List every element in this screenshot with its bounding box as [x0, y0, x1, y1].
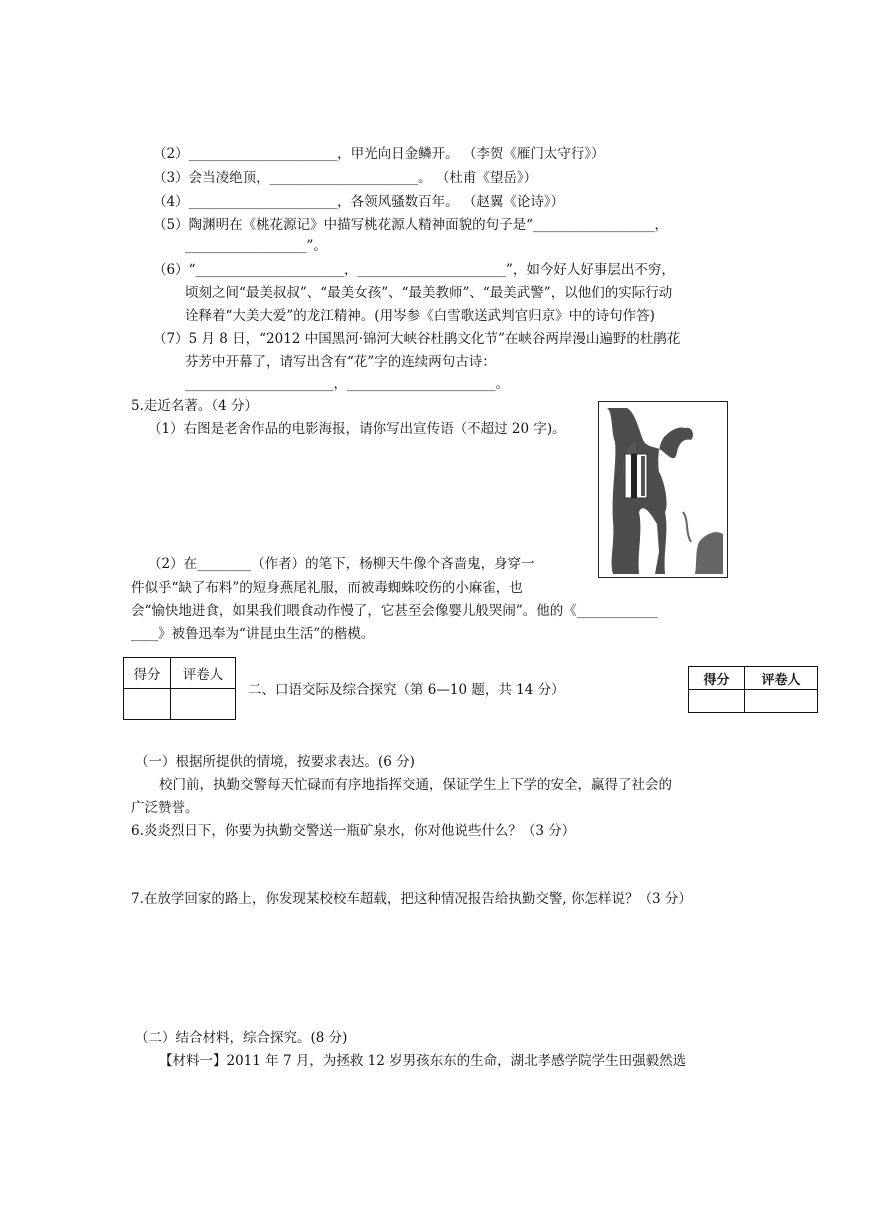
movie-poster-image	[598, 401, 728, 578]
part2-heading: 二、口语交际及综合探究（第 6—10 题，共 14 分）	[248, 682, 565, 698]
part2-sub1-para-line2: 广泛赞誉。	[131, 800, 199, 816]
q4-line: （4）______________________，各领风骚数百年。 （赵翼《论诗》）	[153, 194, 565, 210]
part2-sub2: （二）结合材料，综合探究。(8 分)	[135, 1030, 348, 1046]
part2-sub1-para-line1: 校门前，执勤交警每天忙碌而有序地指挥交通，保证学生上下学的安全，赢得了社会的	[159, 777, 672, 793]
section5-item2-line1: （2）在________（作者）的笔下，杨柳天牛像个吝啬鬼，身穿一	[148, 556, 535, 572]
q3-line: （3）会当凌绝顶，______________________。 （杜甫《望岳》）	[153, 170, 538, 186]
score-cell[interactable]	[124, 689, 171, 720]
q2-line: （2）______________________，甲光向日金鳞开。 （李贺《雁门太守行》）	[153, 146, 605, 162]
q5-line-2: __________________”。	[185, 238, 327, 254]
score-header: 得分	[124, 658, 171, 689]
q7-line-1: （7）5 月 8 日，“2012 中国黑河·锦河大峡谷杜鹃文化节”在峡谷两岸漫山遍野的杜鹃花	[153, 331, 681, 347]
material-1: 【材料一】2011 年 7 月，为拯救 12 岁男孩东东的生命，湖北孝感学院学生田强毅然选	[159, 1053, 687, 1069]
score-cell[interactable]	[689, 690, 745, 713]
section5-title: 5.走近名著。（4 分）	[131, 398, 259, 414]
question-7: 7.在放学回家的路上，你发现某校校车超载，把这种情况报告给执勤交警, 你怎样说？（3 分）	[131, 891, 692, 907]
section5-item1: （1）右图是老舍作品的电影海报，请你写出宣传语（不超过 20 字)。	[148, 421, 566, 437]
section5-item2-line2: 件似乎“缺了布料”的短身燕尾礼服，而被毒蜘蛛咬伤的小麻雀，也	[131, 580, 523, 596]
answer-area-6[interactable]	[131, 845, 736, 885]
score-header: 得分	[689, 667, 745, 690]
grader-cell[interactable]	[745, 690, 818, 713]
score-table-left	[123, 657, 236, 720]
grader-header: 评卷人	[171, 658, 236, 689]
q6-line-3: 诠释着“大美大爱”的龙江精神。(用岑参《白雪歌送武判官归京》中的诗句作答)	[185, 308, 655, 324]
grader-header: 评卷人	[745, 667, 818, 690]
q5-line-1: （5）陶渊明在《桃花源记》中描写桃花源人精神面貌的句子是“__________________，	[153, 217, 668, 233]
question-6: 6.炎炎烈日下，你要为执勤交警送一瓶矿泉水，你对他说些什么？（3 分）	[131, 823, 576, 839]
camel-poster-icon	[599, 402, 727, 577]
section5-item2-line3: 会“愉快地进食，如果我们喂食动作慢了，它甚至会像婴儿般哭闹”。他的《____________	[131, 603, 658, 619]
grader-cell[interactable]	[171, 689, 236, 720]
answer-area-7[interactable]	[131, 915, 736, 1015]
q7-line-3: ______________________，______________________。	[185, 376, 509, 392]
score-table-right	[688, 666, 818, 713]
q6-line-2: 顷刻之间“最美叔叔”、“最美女孩”、“最美教师”、“最美武警”，以他们的实际行动	[185, 285, 673, 301]
part2-sub1: （一）根据所提供的情境，按要求表达。(6 分)	[135, 754, 415, 770]
q7-line-2: 芬芳中开幕了，请写出含有“花”字的连续两句古诗：	[185, 354, 496, 370]
q6-line-1: （6）“______________________，______________________”，如今好人好事层出不穷，	[153, 262, 675, 278]
section5-item2-line4: ____》被鲁迅奉为“讲昆虫生活”的楷模。	[131, 626, 375, 642]
